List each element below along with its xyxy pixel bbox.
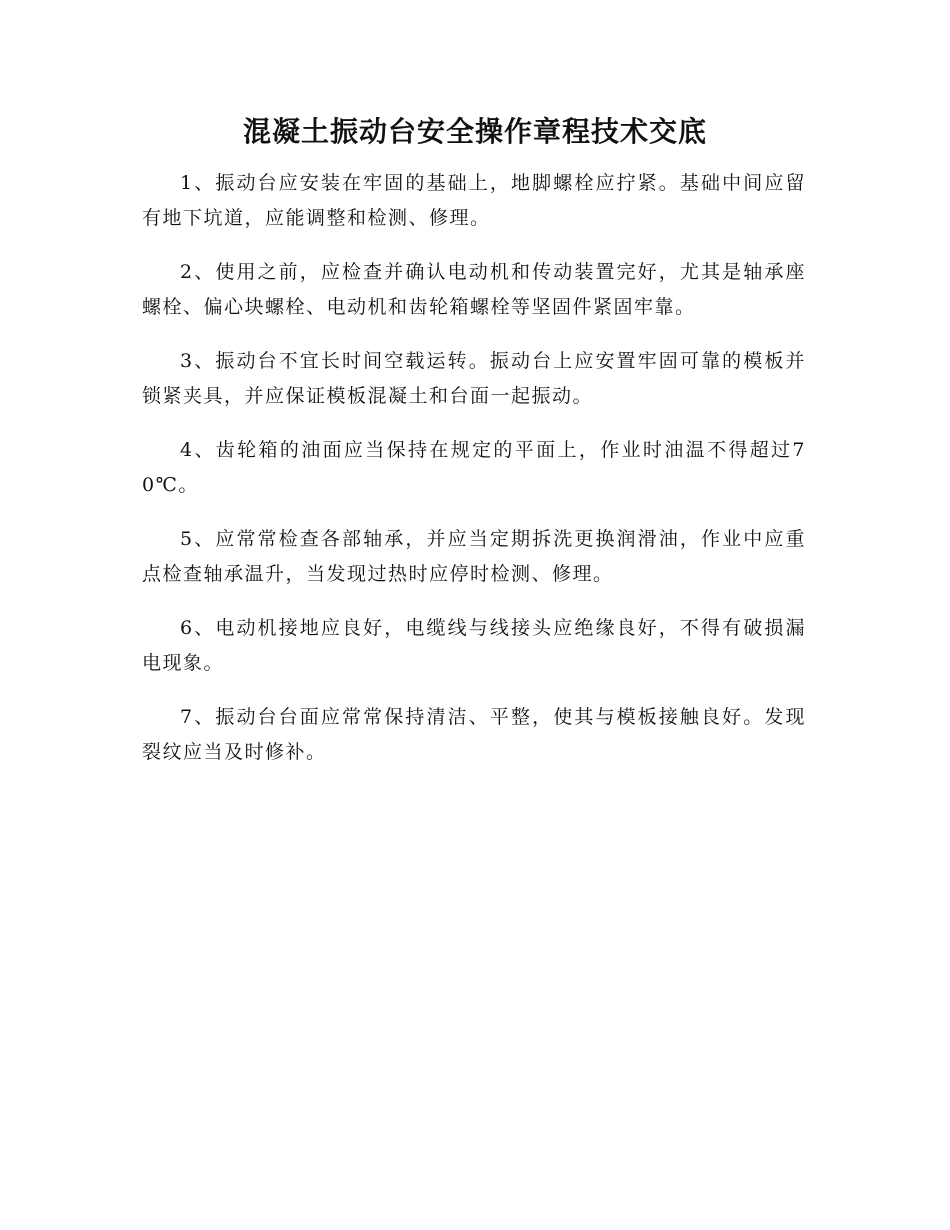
document-body bbox=[142, 166, 806, 789]
paragraph-5: 5、应常常检查各部轴承，并应当定期拆洗更换润滑油，作业中应重点检查轴承温升，当发现过热时应停时检测、修理。 bbox=[142, 528, 806, 585]
paragraph-1: 1、振动台应安装在牢固的基础上，地脚螺栓应拧紧。基础中间应留有地下坑道，应能调整和检测、修理。 bbox=[142, 172, 806, 229]
paragraph-7: 7、振动台台面应常常保持清洁、平整，使其与模板接触良好。发现裂纹应当及时修补。 bbox=[142, 706, 806, 763]
paragraph-6: 6、电动机接地应良好，电缆线与线接头应绝缘良好，不得有破损漏电现象。 bbox=[142, 617, 806, 674]
paragraph-4: 4、齿轮箱的油面应当保持在规定的平面上，作业时油温不得超过70℃。 bbox=[142, 439, 806, 496]
document-title: 混凝土振动台安全操作章程技术交底 bbox=[242, 115, 707, 148]
paragraph-3: 3、振动台不宜长时间空载运转。振动台上应安置牢固可靠的模板并锁紧夹具，并应保证模板混凝土和台面一起振动。 bbox=[142, 350, 806, 407]
paragraph-2: 2、使用之前，应检查并确认电动机和传动装置完好，尤其是轴承座螺栓、偏心块螺栓、电动机和齿轮箱螺栓等坚固件紧固牢靠。 bbox=[142, 261, 806, 318]
